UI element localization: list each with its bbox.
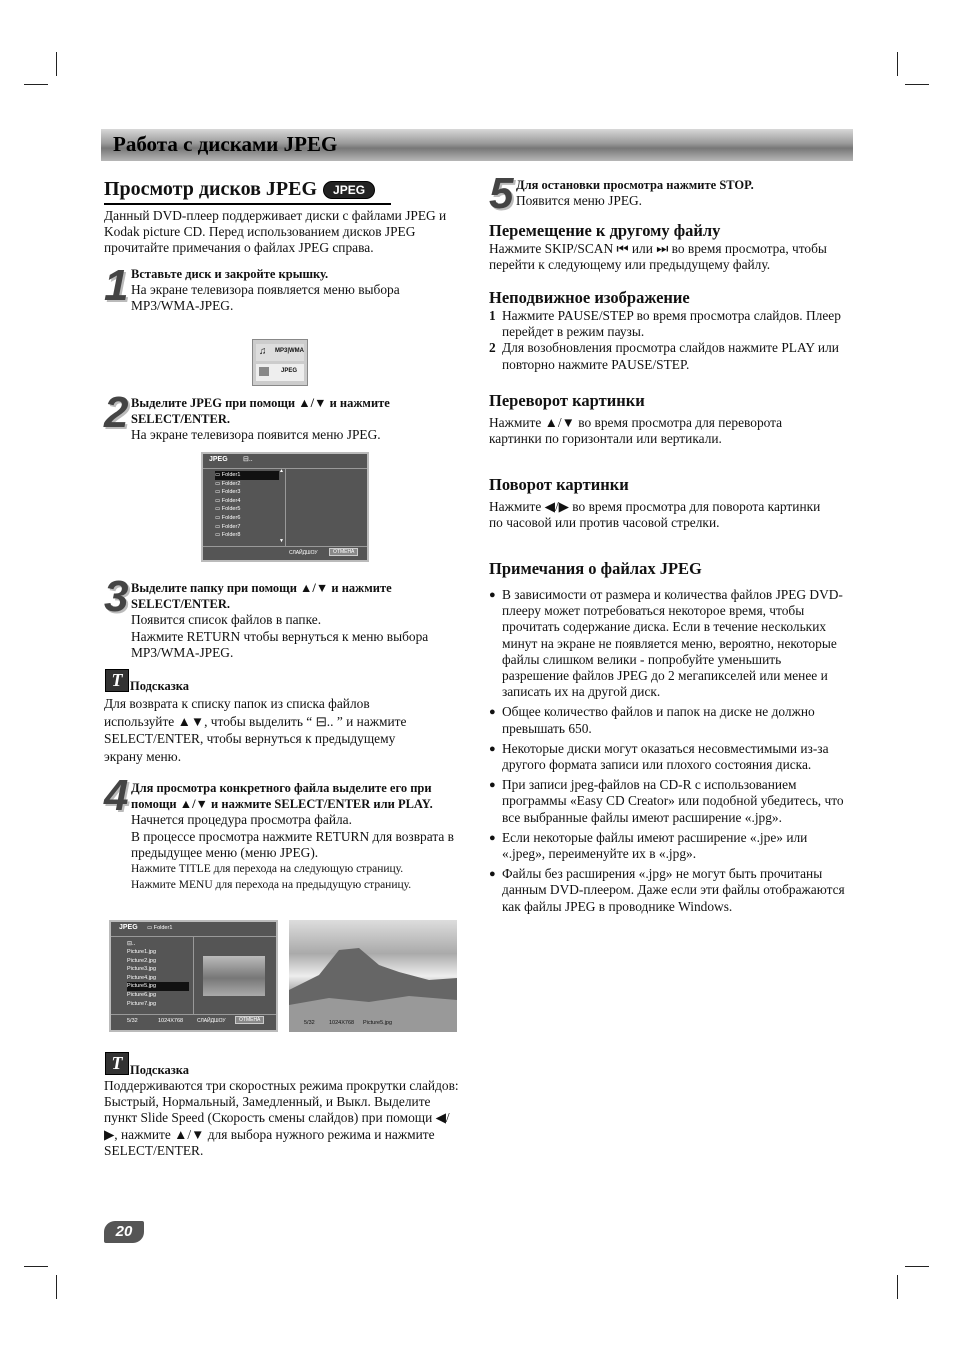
crop-mark: [56, 1275, 57, 1299]
list-item[interactable]: ▭ Folder8: [215, 532, 241, 539]
crop-mark: [897, 1275, 898, 1299]
skip-text: Нажмите SKIP/SCAN ⏮ или ⏭ во время просмотра, чтобы перейти к следующему или предыдущему файлу.: [489, 241, 827, 273]
divider: [111, 1014, 276, 1015]
menu-title: JPEG: [119, 924, 138, 931]
step-number: 5: [489, 169, 514, 218]
page-banner: [101, 129, 853, 161]
notes-list: [489, 587, 851, 919]
scroll-up-icon[interactable]: ▲: [279, 468, 284, 474]
list-item: ● При записи jpeg-файлов на CD-R с использованием программы «Easy CD Creator» или подобной убедитесь, что все выбранные файлы имеют расширение «.jpg».: [489, 777, 851, 826]
step-4-small1: Нажмите TITLE для перехода на следующую страницу.: [131, 863, 404, 876]
step-2-bold: Выделите JPEG при помощи ▲/▼ и нажмите SELECT/ENTER.: [131, 396, 390, 427]
list-item[interactable]: ▭ Folder5: [215, 506, 241, 513]
jpeg-folder-menu: [201, 452, 369, 562]
menu-item-mp3[interactable]: [256, 344, 304, 361]
section-title-text: Просмотр дисков JPEG: [104, 178, 318, 200]
step-4-small2: Нажмите MENU для перехода на предыдущую страницу.: [131, 879, 412, 892]
current-folder: ▭ Folder1: [147, 925, 173, 931]
music-note-icon: ♫: [259, 346, 267, 357]
menu-item-jpeg[interactable]: [256, 364, 304, 381]
file-list: [127, 948, 189, 1008]
list-item[interactable]: ▭ Folder1: [215, 471, 279, 480]
list-item[interactable]: Picture2.jpg: [127, 957, 157, 964]
heading-flip: Переворот картинки: [489, 391, 645, 410]
heading-still: Неподвижное изображение: [489, 288, 690, 307]
list-item[interactable]: ▭ Folder7: [215, 523, 241, 530]
cancel-button[interactable]: ОТМЕНА: [235, 1016, 264, 1024]
crop-mark: [905, 84, 929, 85]
menu-header: [111, 922, 276, 937]
step-5: [516, 177, 846, 209]
list-item[interactable]: Picture5.jpg: [127, 982, 189, 991]
list-item: 1 Нажмите PAUSE/STEP во время просмотра слайдов. Плеер перейдет в режим паузы.: [489, 308, 841, 340]
list-item[interactable]: ▭ Folder4: [215, 497, 241, 504]
step-2-text: На экране телевизора появится меню JPEG.: [131, 427, 381, 443]
list-item: ● Если некоторые файлы имеют расширение «.jpe» или «.jpeg», переименуйте их в «.jpg».: [489, 830, 851, 862]
tip-1-label: Подсказка: [130, 679, 190, 693]
list-item[interactable]: ▭ Folder3: [215, 489, 241, 496]
menu-title: JPEG: [209, 456, 228, 463]
menu-header: [203, 454, 367, 469]
preview-thumbnail: [203, 956, 265, 996]
file-count: 5/32: [127, 1018, 138, 1024]
rotate-text: Нажмите ◀/▶ во время просмотра для поворота картинки по часовой или против часовой стрелки.: [489, 499, 821, 531]
scroll-down-icon[interactable]: ▼: [279, 538, 284, 544]
flip-text: Нажмите ▲/▼ во время просмотра для переворота картинки по горизонтали или вертикали.: [489, 415, 783, 447]
divider: [285, 468, 286, 546]
menu-item-mp3-label: MP3|WMA: [275, 348, 305, 354]
tip-2-label: Подсказка: [130, 1063, 190, 1077]
photo-count: 5/32: [304, 1020, 315, 1026]
tip-icon: T: [105, 1052, 129, 1075]
image-icon: [259, 367, 269, 376]
photo-resolution: 1024X768: [329, 1020, 355, 1026]
tip-1-text: Для возврата к списку папок из списка файлов используйте ▲▼, чтобы выделить “ ⊟.. ” и нажмите SELECT/ENTER, чтобы вернуться к предыдущему экрану меню.: [104, 696, 407, 764]
list-item: 2 Для возобновления просмотра слайдов нажмите PLAY или повторно нажмите PAUSE/STEP.: [489, 340, 839, 372]
crop-mark: [905, 1266, 929, 1267]
heading-skip: Перемещение к другому файлу: [489, 221, 721, 240]
step-1: [131, 266, 461, 315]
step-4-bold: Для просмотра конкретного файла выделите его при помощи ▲/▼ и нажмите SELECT/ENTER или PLAY.: [131, 781, 433, 812]
step-number: 3: [104, 572, 129, 621]
step-1-bold: Вставьте диск и закройте крышку.: [131, 267, 329, 281]
crop-mark: [24, 84, 48, 85]
slideshow-button[interactable]: СЛАЙДШОУ: [197, 1018, 226, 1024]
list-item: ● Некоторые диски могут оказаться несовместимыми из-за другого формата записи или плохого состояния диска.: [489, 741, 851, 773]
banner-title: Работа с дисками JPEG: [113, 132, 338, 156]
divider: [193, 936, 194, 1014]
list-item[interactable]: ▭ Folder2: [215, 480, 241, 487]
crop-mark: [56, 52, 57, 76]
crop-mark: [897, 52, 898, 76]
list-item[interactable]: Picture4.jpg: [127, 974, 157, 981]
crop-mark: [24, 1266, 48, 1267]
step-5-text: Появится меню JPEG.: [516, 193, 643, 209]
menu-item-jpeg-label: JPEG: [281, 368, 298, 374]
step-5-bold: Для остановки просмотра нажмите STOP.: [516, 178, 754, 192]
step-number: 2: [104, 388, 129, 437]
jpeg-badge: JPEG: [323, 181, 375, 199]
step-1-text: На экране телевизора появляется меню выбора MP3/WMA-JPEG.: [131, 282, 400, 314]
list-item: ● В зависимости от размера и количества файлов JPEG DVD-плееру может потребоваться некоторое время, чтобы прочитать содержание диска. Если в течение нескольких минут на экране не появляется меню, вероятно, некоторые файлы слишком велики - попробуйте уменьшить разрешение файлов JPEG до 2 мегапикселей или менее и записать их на другой диск.: [489, 587, 851, 700]
tip-2-text: Поддерживаются три скоростных режима прокрутки слайдов: Быстрый, Нормальный, Замедленный, и Выкл. Выделите пункт Slide Speed (Скорость смены слайдов) при помощи ◀/▶, нажмите ▲/▼ для выбора нужного режима и нажмите SELECT/ENTER.: [104, 1078, 459, 1158]
step-number: 1: [104, 261, 129, 310]
still-list: [489, 308, 851, 373]
folder-list: [215, 471, 279, 540]
step-4-text2: В процессе просмотра нажмите RETURN для возврата в предыдущее меню (меню JPEG).: [131, 828, 454, 860]
heading-rotate: Поворот картинки: [489, 475, 629, 494]
heading-notes: Примечания о файлах JPEG: [489, 559, 702, 578]
slideshow-button[interactable]: СЛАЙДШОУ: [289, 550, 318, 556]
step-4-text: Начнется процедура просмотра файла.: [131, 812, 352, 828]
page-number: 20: [104, 1221, 144, 1243]
section-title: [104, 178, 391, 205]
intro-text: Данный DVD-плеер поддерживает диски с файлами JPEG и Kodak picture CD. Перед использованием дисков JPEG прочитайте примечания о файлах JPEG справа.: [104, 208, 447, 256]
source-select-menu: [252, 339, 308, 386]
divider: [203, 546, 367, 547]
resolution: 1024X768: [158, 1018, 184, 1024]
step-2: [131, 395, 461, 444]
photo-filename: Picture5.jpg: [363, 1020, 393, 1026]
list-item: ● Общее количество файлов и папок на диске не должно превышать 650.: [489, 704, 851, 736]
step-number: 4: [104, 771, 129, 820]
photo-preview: [289, 920, 457, 1032]
list-item[interactable]: Picture1.jpg: [127, 949, 157, 955]
folder-up-icon: ⊟..: [243, 456, 253, 463]
step-3-text: Появится список файлов в папке.: [131, 612, 322, 628]
step-3-bold: Выделите папку при помощи ▲/▼ и нажмите SELECT/ENTER.: [131, 581, 392, 612]
list-item[interactable]: Picture3.jpg: [127, 966, 157, 973]
step-3: [131, 580, 461, 661]
folder-up-icon[interactable]: ⊟..: [127, 941, 136, 947]
cancel-button[interactable]: ОТМЕНА: [329, 548, 358, 556]
jpeg-file-menu: [109, 920, 278, 1032]
tip-icon: T: [105, 669, 129, 692]
list-item: ● Файлы без расширения «.jpg» не могут быть прочитаны данным DVD-плеером. Даже если эти файлы отображаются как файлы JPEG в проводнике Windows.: [489, 866, 851, 915]
list-item[interactable]: Picture6.jpg: [127, 991, 157, 998]
step-4: [131, 780, 463, 893]
photo-info-bar: [289, 1016, 457, 1032]
list-item[interactable]: Picture7.jpg: [127, 1000, 157, 1007]
step-3-text2: Нажмите RETURN чтобы вернуться к меню выбора MP3/WMA-JPEG.: [131, 628, 429, 660]
list-item[interactable]: ▭ Folder6: [215, 514, 241, 521]
